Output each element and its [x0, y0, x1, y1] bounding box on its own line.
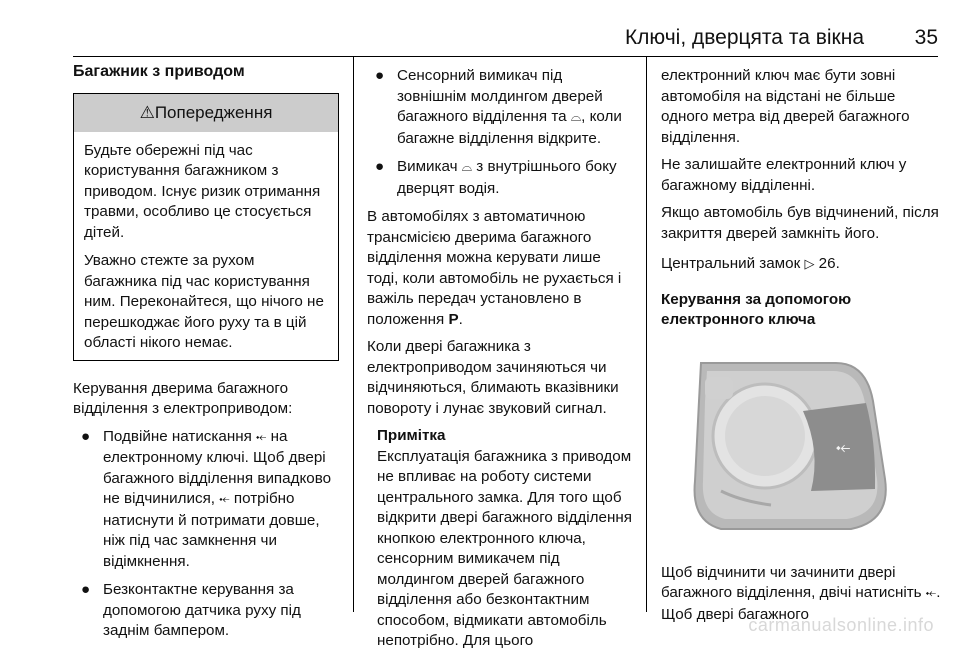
column-1 — [73, 60, 339, 650]
warning-paragraph-2: Уважно стежте за рухом багажника під час користування ним. Переконайтеся, що нічого не перешкоджає його руху та в цій області нікого немає. — [84, 252, 324, 351]
note-title: Примітка — [377, 427, 446, 444]
column-2 — [367, 60, 633, 652]
tailgate-key-icon: ⤝ — [925, 586, 937, 601]
column-divider-1 — [353, 57, 354, 612]
tailgate-switch-icon: ⌓ — [461, 160, 473, 175]
column-divider-2 — [646, 57, 647, 612]
paragraph: Коли двері багажника з електроприводом зачиняються чи відчиняються, блимають вказівники повороту і лунає звуковий сигнал. — [367, 338, 619, 417]
paragraph: Якщо автомобіль був відчинений, після закриття дверей замкніть його. — [661, 204, 939, 242]
list-item: ● Подвійне натискання ⤝ на електронному ключі. Щоб двері багажного відділення випадково не відчинилися, ⤝ потрібно натиснути й потримати довше, ніж під час замкнення чи відімкнення. — [81, 427, 332, 570]
svg-text:⤝: ⤝ — [836, 436, 851, 458]
paragraph: Не залишайте електронний ключ у багажному відділенні. — [661, 156, 907, 194]
list-item: ● Сенсорний вимикач під зовнішнім молдингом дверей багажного відділення та ⌓, коли багажне відділення відкрите. — [375, 67, 622, 147]
note-text: Експлуатація багажника з приводом не впливає на роботу системи центрального замка. Для того щоб відкрити двері багажного відділення кнопкою електронного ключа, сенсорним вимикачем під молдингом дверей багажного відділення або безконтактним способом, відмикати автомобіль непотрібно. Для цього — [377, 447, 632, 649]
header-title: Ключі, дверцята та вікна — [624, 26, 864, 49]
section-heading: Багажник з приводом — [73, 63, 245, 80]
paragraph: Щоб відчинити чи зачинити двері багажного відділення, двічі натисніть ⤝. Щоб двері багажного — [661, 563, 941, 623]
warning-title: Попередження — [154, 102, 273, 122]
warning-triangle-icon: ⚠ — [139, 102, 155, 123]
tailgate-key-icon: ⤝ — [219, 492, 230, 507]
cross-reference: Центральний замок ▷ 26. — [661, 255, 840, 272]
paragraph: В автомобілях з автоматичною трансмісією дверима багажного відділення можна керувати лише тоді, коли автомобіль не рухається і важіль передач установлено в положення P. — [367, 208, 622, 328]
key-fob-image — [661, 341, 923, 551]
page-number: 35 — [914, 26, 938, 49]
watermark: carmanualsonline.info — [748, 615, 934, 635]
key-fob-icon — [661, 341, 923, 551]
paragraph: електронний ключ має бути зовні автомобіля на відстані не більше одного метра від дверей багажного відділення. — [661, 67, 910, 146]
tailgate-key-icon: ⤝ — [256, 429, 267, 445]
list-item: ● Вимикач ⌓ з внутрішнього боку дверцят водія. — [375, 158, 617, 197]
intro-paragraph: Керування дверима багажного відділення з електроприводом: — [73, 379, 293, 417]
tailgate-switch-icon: ⌓ — [570, 110, 582, 125]
note-box — [367, 426, 633, 652]
section-heading: Керування за допомогою електронного ключа — [661, 290, 852, 328]
column-3 — [661, 60, 941, 632]
warning-box — [73, 93, 339, 361]
page-ref-icon: ▷ — [804, 257, 815, 272]
header-rule — [73, 56, 938, 57]
list-item: ● Безконтактне керування за допомогою датчика руху під заднім бампером. — [81, 581, 301, 639]
warning-paragraph-1: Будьте обережні під час користування багажником з приводом. Існує ризик отримання травми, особливо це стосується дітей. — [84, 141, 321, 241]
warning-header — [74, 94, 338, 132]
